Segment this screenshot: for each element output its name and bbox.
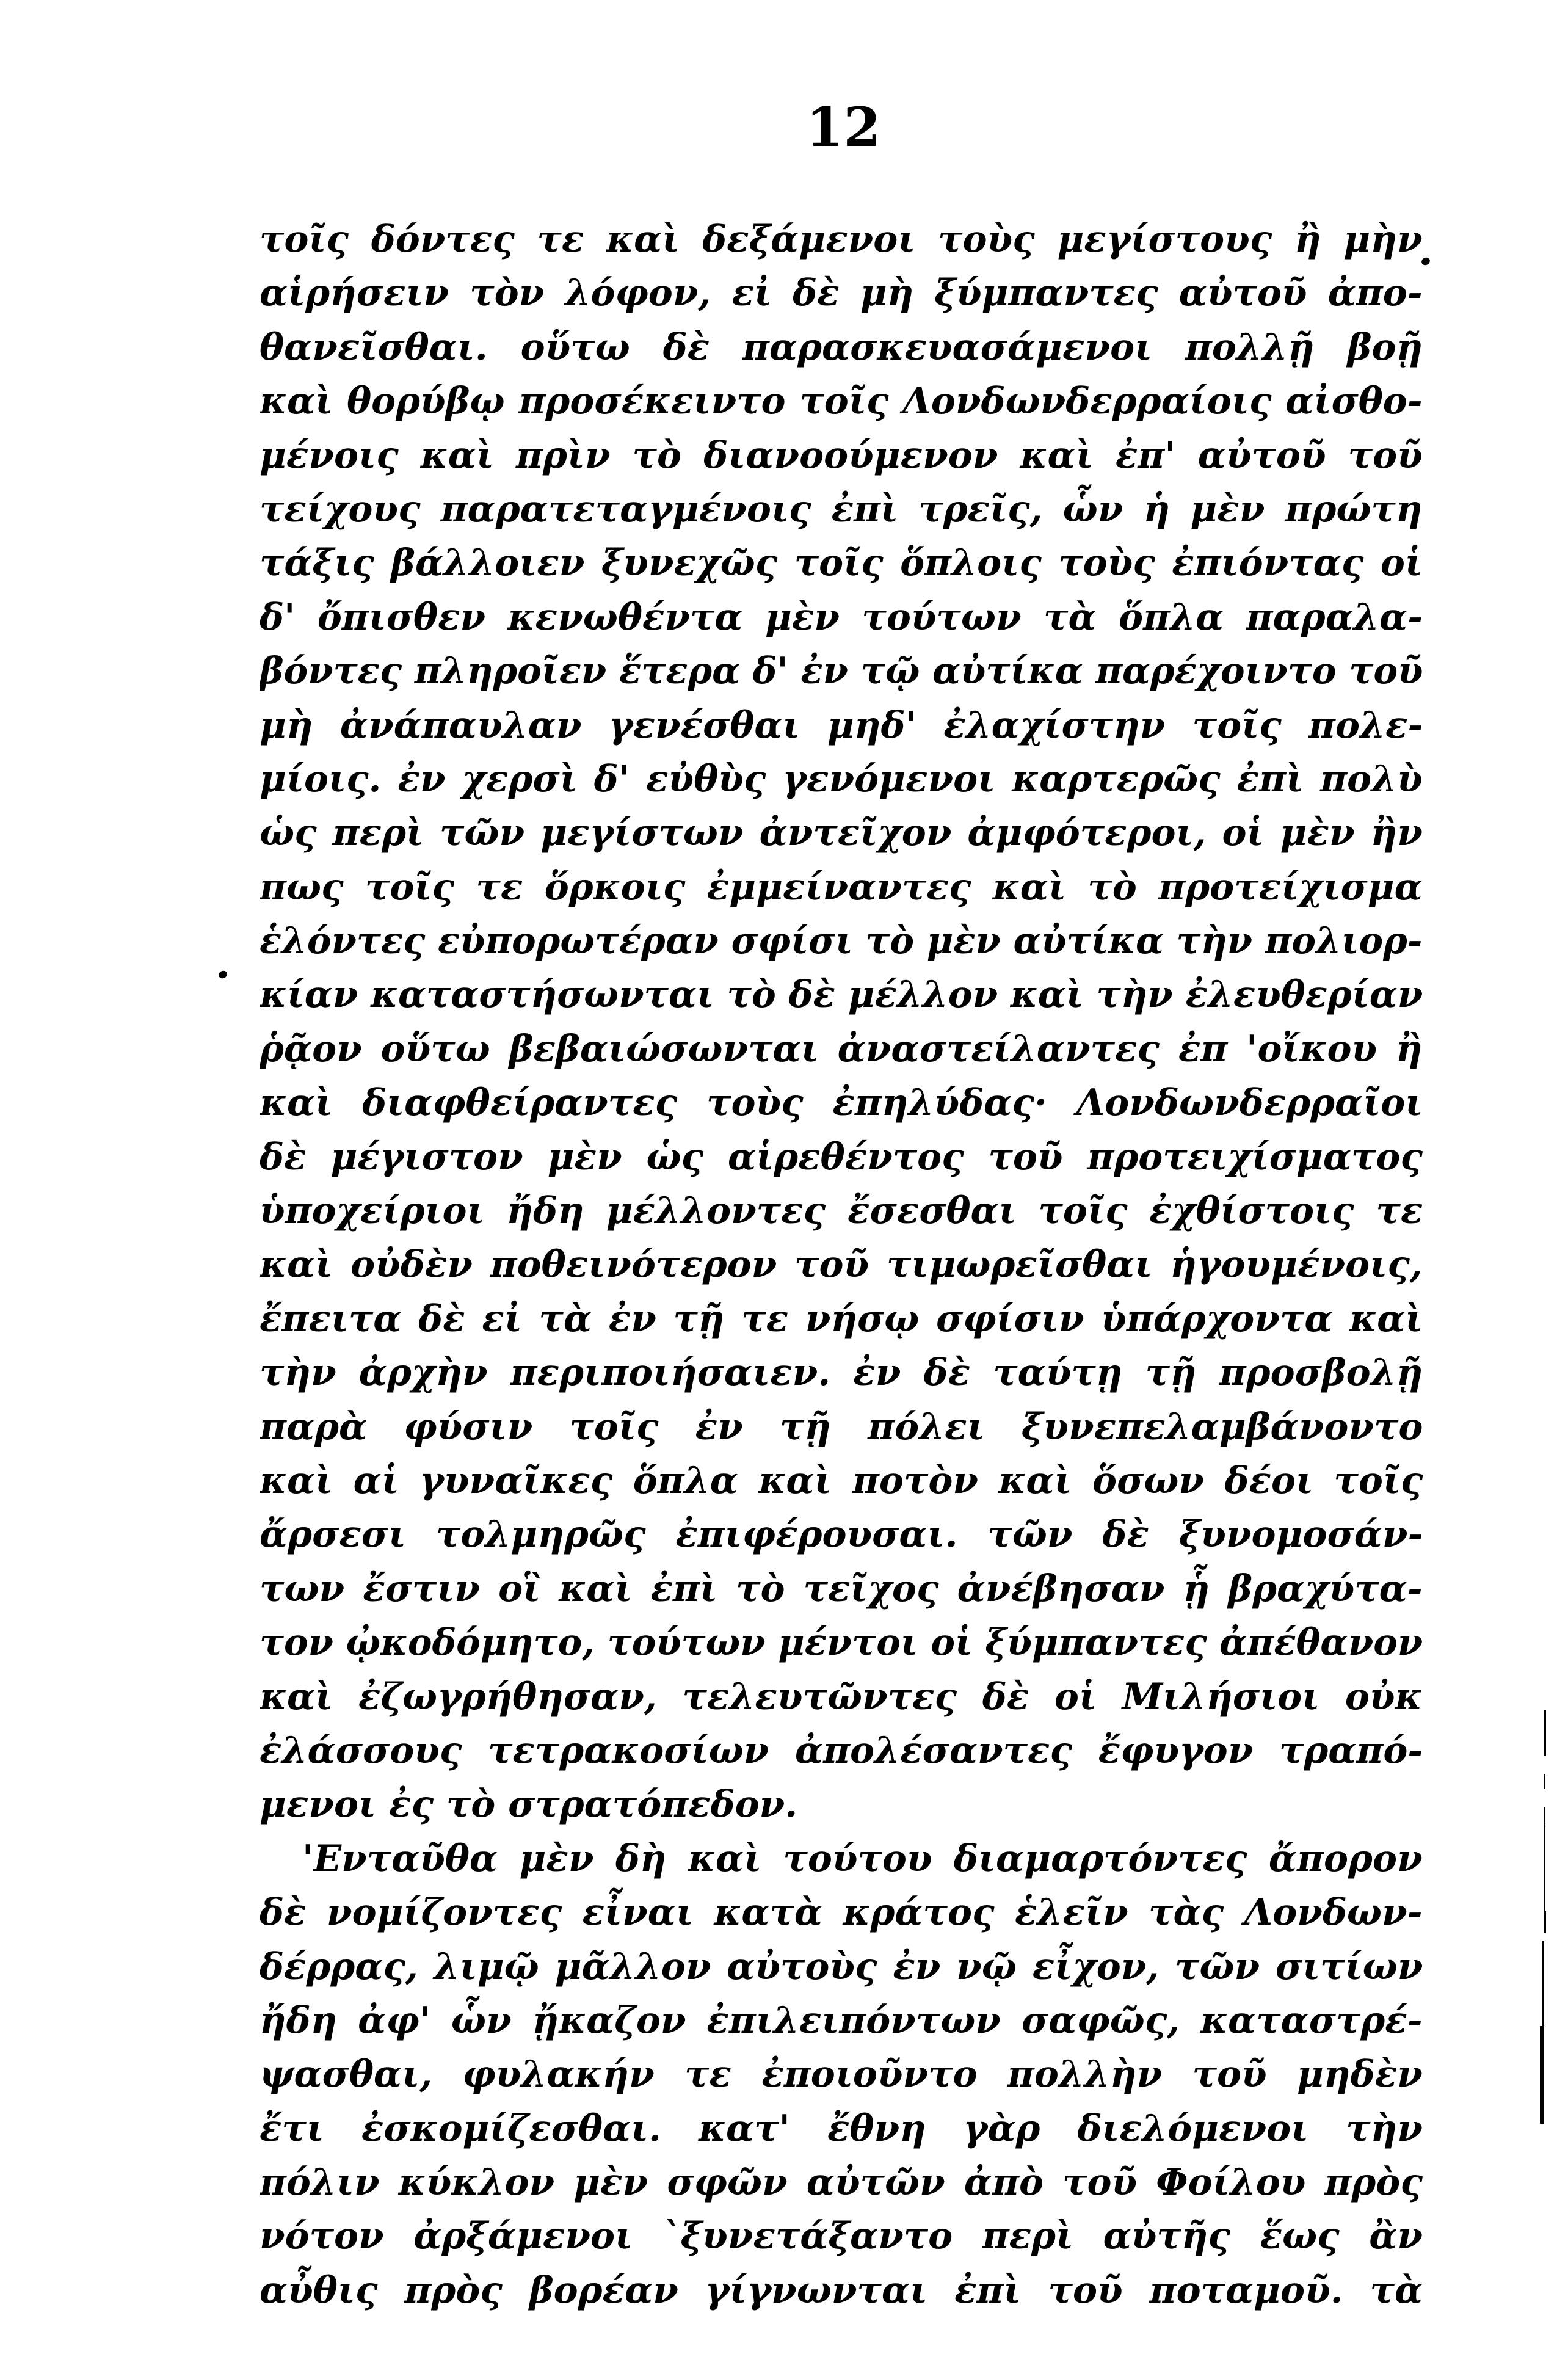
text-line: παρὰ φύσιν τοῖς ἐν τῇ πόλει ξυνεπελαμβάνοντο <box>260 1405 1423 1448</box>
text-line: δὲ νομίζοντες εἶναι κατὰ κράτος ἑλεῖν τὰς Λονδων- <box>260 1891 1423 1934</box>
margin-mark-dot <box>217 969 228 979</box>
page-edge-line <box>1544 1774 1545 1789</box>
text-line: μένοις καὶ πρὶν τὸ διανοούμενον καὶ ἐπ' αὐτοῦ τοῦ <box>260 434 1423 477</box>
text-line: τείχους παρατεταγμένοις ἐπὶ τρεῖς, ὧν ἡ μὲν πρώτη <box>260 487 1423 531</box>
text-line: αὖθις πρὸς βορέαν γίγνωνται ἐπὶ τοῦ ποταμοῦ. τὰ <box>260 2268 1423 2312</box>
text-line: καὶ ἐζωγρήθησαν, τελευτῶντες δὲ οἱ Μιλήσιοι οὐκ <box>260 1675 1423 1718</box>
text-line: τὴν ἀρχὴν περιποιήσαιεν. ἐν δὲ ταύτῃ τῇ προσβολῇ <box>260 1351 1423 1395</box>
text-line: των ἔστιν οἳ καὶ ἐπὶ τὸ τεῖχος ἀνέβησαν ᾗ βραχύτα- <box>260 1567 1423 1610</box>
page-edge-line <box>1544 1826 1545 1911</box>
text-line: καὶ διαφθείραντες τοὺς ἐπηλύδας· Λονδωνδερραῖοι <box>260 1081 1423 1125</box>
text-line: ἔτι ἐσκομίζεσθαι. κατ' ἔθνη γὰρ διελόμενοι τὴν <box>260 2107 1423 2150</box>
text-line: ὑποχείριοι ἤδη μέλλοντες ἔσεσθαι τοῖς ἐχθίστοις τε <box>260 1189 1423 1233</box>
page-edge-line <box>1544 1911 1546 1933</box>
text-line: ψασθαι, φυλακήν τε ἐποιοῦντο πολλὴν τοῦ μηδὲν <box>260 2053 1423 2096</box>
text-line: τάξις βάλλοιεν ξυνεχῶς τοῖς ὅπλοις τοὺς ἐπιόντας οἱ <box>260 542 1423 585</box>
text-line: δέρρας, λιμῷ μᾶλλον αὐτοὺς ἐν νῷ εἶχον, τῶν σιτίων <box>260 1945 1423 1988</box>
text-line: ἐλάσσους τετρακοσίων ἀπολέσαντες ἔφυγον τραπό- <box>260 1729 1423 1772</box>
text-line: ἄρσεσι τολμηρῶς ἐπιφέρουσαι. τῶν δὲ ξυνομοσάν- <box>260 1513 1423 1556</box>
text-line: ἑλόντες εὐπορωτέραν σφίσι τὸ μὲν αὐτίκα τὴν πολιορ- <box>260 920 1423 963</box>
text-line-paragraph-end: μενοι ἐς τὸ στρατόπεδον. <box>260 1783 798 1826</box>
text-line: αἱρήσειν τὸν λόφον, εἰ δὲ μὴ ξύμπαντες αὐτοῦ ἀπο- <box>260 272 1423 315</box>
text-line: πως τοῖς τε ὅρκοις ἐμμείναντες καὶ τὸ προτείχισμα <box>260 865 1423 909</box>
text-line: βόντες πληροῖεν ἕτερα δ' ἐν τῷ αὐτίκα παρέχοιντο τοῦ <box>260 650 1423 693</box>
text-line: ἔπειτα δὲ εἰ τὰ ἐν τῇ τε νήσῳ σφίσιν ὑπάρχοντα καὶ <box>260 1297 1423 1340</box>
text-line: μίοις. ἐν χερσὶ δ' εὐθὺς γενόμενοι καρτερῶς ἐπὶ πολὺ <box>260 757 1423 801</box>
text-line: ῥᾷον οὕτω βεβαιώσωνται ἀναστείλαντες ἐπ 'οἴκου ἢ <box>260 1027 1423 1070</box>
text-line: καὶ αἱ γυναῖκες ὅπλα καὶ ποτὸν καὶ ὅσων δέοι τοῖς <box>260 1459 1423 1502</box>
text-line: κίαν καταστήσωνται τὸ δὲ μέλλον καὶ τὴν ἐλευθερίαν <box>260 973 1423 1017</box>
text-line: τοῖς δόντες τε καὶ δεξάμενοι τοὺς μεγίστους ἢ μὴν <box>260 218 1423 261</box>
text-line: δὲ μέγιστον μὲν ὡς αἱρεθέντος τοῦ προτειχίσματος <box>260 1135 1423 1179</box>
text-line: δ' ὄπισθεν κενωθέντα μὲν τούτων τὰ ὅπλα παραλα- <box>260 595 1423 639</box>
text-line: νότον ἀρξάμενοι `ξυνετάξαντο περὶ αὐτῆς ἕως ἂν <box>260 2215 1423 2258</box>
page-edge-line <box>1540 2026 1544 2124</box>
page-edge-line <box>1544 1807 1545 1826</box>
text-line-paragraph-start: 'Ενταῦθα μὲν δὴ καὶ τούτου διαμαρτόντες ἄπορον <box>302 1837 1423 1880</box>
page-edge-line <box>1544 1710 1546 1756</box>
text-line: πόλιν κύκλον μὲν σφῶν αὐτῶν ἀπὸ τοῦ Φοίλου πρὸς <box>260 2161 1423 2204</box>
text-line: τον ᾠκοδόμητο, τούτων μέντοι οἱ ξύμπαντες ἀπέθανον <box>260 1621 1423 1665</box>
page-number: 12 <box>806 95 881 159</box>
text-line: καὶ οὐδὲν ποθεινότερον τοῦ τιμωρεῖσθαι ἡγουμένοις, <box>260 1243 1423 1287</box>
text-line: ὡς περὶ τῶν μεγίστων ἀντεῖχον ἀμφότεροι, οἱ μὲν ἢν <box>260 812 1423 855</box>
page-edge-line <box>1542 1941 1544 2026</box>
body-text <box>260 212 1423 2317</box>
text-line: θανεῖσθαι. οὕτω δὲ παρασκευασάμενοι πολλῇ βοῇ <box>260 325 1423 369</box>
text-line: καὶ θορύβῳ προσέκειντο τοῖς Λονδωνδερραίοις αἰσθο- <box>260 380 1423 423</box>
text-line: μὴ ἀνάπαυλαν γενέσθαι μηδ' ἐλαχίστην τοῖς πολε- <box>260 703 1423 747</box>
text-line: ἤδη ἀφ' ὧν ᾔκαζον ἐπιλειπόντων σαφῶς, καταστρέ- <box>260 1999 1423 2042</box>
